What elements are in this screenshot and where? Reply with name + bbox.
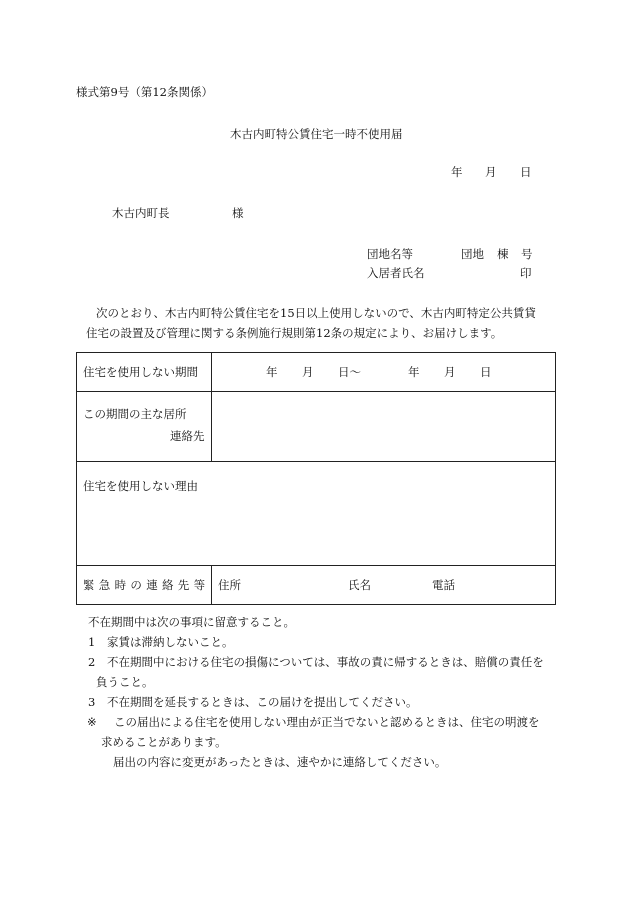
complex-name-label: 団地名等	[367, 247, 413, 261]
complex-unit-label: 団地	[461, 247, 484, 261]
remark-continuation: 求めることがあります。	[101, 735, 227, 749]
period-to-month: 月	[444, 365, 456, 379]
form-number: 様式第9号（第12条関係）	[76, 85, 213, 99]
contact-label: 連絡先	[170, 429, 205, 443]
addressee-honorific: 様	[232, 206, 244, 220]
period-from-day: 日～	[338, 365, 361, 379]
seal-mark: 印	[520, 266, 532, 280]
intro-line-2: 住宅の設置及び管理に関する条例施行規則第12条の規定により、お届けします。	[86, 326, 503, 340]
name-label: 氏名	[348, 578, 371, 592]
period-to-year: 年	[408, 365, 420, 379]
intro-line-1: 次のとおり、木古内町特公賃住宅を15日以上使用しないので、木古内町特定公共賃貸	[96, 306, 536, 320]
page-title: 木古内町特公賃住宅一時不使用届	[230, 127, 403, 141]
period-input-cell[interactable]	[212, 353, 556, 392]
residence-input-cell[interactable]	[212, 392, 556, 462]
period-from-month: 月	[302, 365, 314, 379]
addressee-name: 木古内町長	[112, 206, 170, 220]
notes-heading: 不在期間中は次の事項に留意すること。	[88, 615, 295, 629]
reason-cell[interactable]	[77, 462, 556, 566]
period-to-day: 日	[480, 365, 492, 379]
residence-label-cell	[77, 392, 212, 462]
note-2-text: 不在期間中における住宅の損傷については、事故の責に帰するときは、賠償の責任を	[107, 655, 544, 669]
date-day-label: 日	[520, 165, 532, 179]
remark-mark: ※	[87, 715, 97, 729]
notification-form-table	[76, 352, 556, 605]
emergency-input-cell[interactable]	[212, 566, 556, 605]
note-2-continuation: 負うこと。	[96, 675, 154, 689]
note-1-text: 家賃は滞納しないこと。	[107, 635, 234, 649]
period-from-year: 年	[266, 365, 278, 379]
note-3-text: 不在期間を延長するときは、この届けを提出してください。	[107, 695, 418, 709]
note-2-number: 2	[88, 655, 96, 669]
emergency-contact-label: 緊急時の連絡先等	[83, 578, 210, 592]
phone-label: 電話	[432, 578, 455, 592]
remark-text: この届出による住宅を使用しない理由が正当でないと認めるときは、住宅の明渡を	[114, 715, 540, 729]
date-month-label: 月	[485, 165, 497, 179]
building-label: 棟	[497, 247, 509, 261]
residence-label: この期間の主な居所	[83, 407, 187, 421]
period-label: 住宅を使用しない期間	[83, 365, 198, 379]
reason-label: 住宅を使用しない理由	[83, 479, 198, 493]
address-label: 住所	[218, 578, 241, 592]
period-label-cell	[77, 353, 212, 392]
note-1-number: 1	[88, 635, 96, 649]
date-year-label: 年	[451, 165, 463, 179]
room-label: 号	[521, 247, 533, 261]
note-3-number: 3	[88, 695, 96, 709]
emergency-label-cell	[77, 566, 212, 605]
resident-name-label: 入居者氏名	[367, 266, 425, 280]
final-note: 届出の内容に変更があったときは、速やかに連絡してください。	[113, 755, 447, 769]
